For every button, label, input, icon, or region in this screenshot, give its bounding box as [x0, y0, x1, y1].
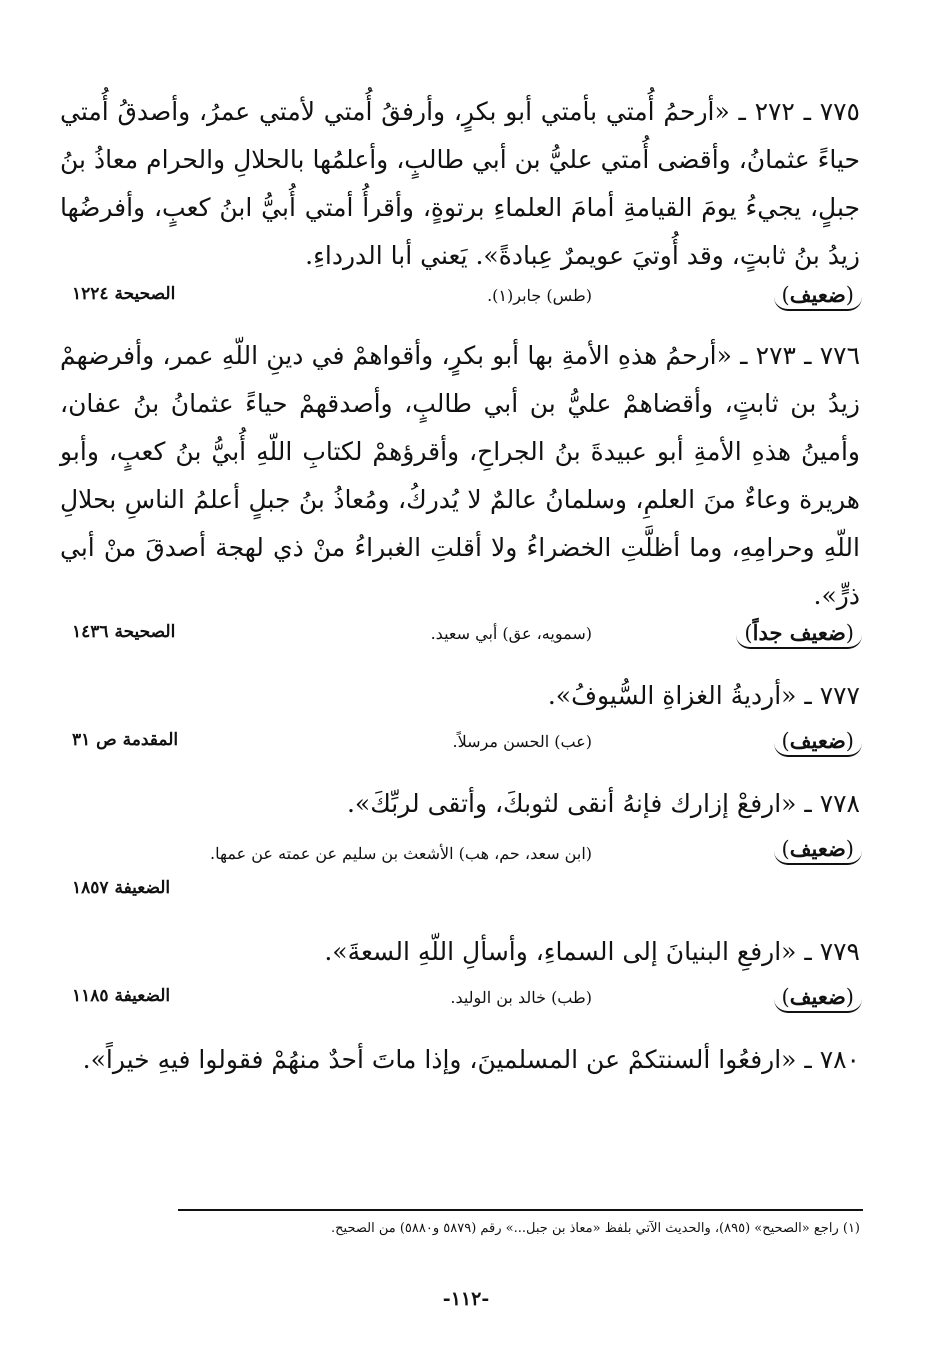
hadith-text: ٧٧٧ ـ «أرديةُ الغزاةِ السُّيوفُ». [547, 681, 860, 710]
hadith-text: ٧٧٩ ـ «ارفعِ البنيانَ إلى السماءِ، وأسألِ اللّهِ السعةَ». [324, 937, 860, 966]
grade-label: ( ضعيف ) [774, 282, 862, 311]
footnote-divider [178, 1209, 863, 1211]
hadith-text: ٧٧٦ ـ ٢٧٣ ـ «أرحمُ هذهِ الأمةِ بها أبو بكرٍ، وأقواهمْ في دينِ اللّهِ عمر، وأفرضهمْ زيدُ بن ثابتٍ، وأقضاهمْ عليُّ بن أبي طالبٍ، وأصدقهمْ حياءً عثمانُ بنُ عفان، وأمينُ هذهِ الأمةِ أبو عبيدةَ بنُ الجراحِ، وأقرؤهمْ لكتابِ اللّهِ أُبيُّ بنُ كعبٍ، وأبو هريرة وعاءٌ منَ العلمِ، وسلمانُ عالمٌ لا يُدركُ، ومُعاذُ بنُ جبلٍ أعلمُ الناسِ بحلالِ اللّهِ وحرامِهِ، وما أظلَّتِ الخضراءُ ولا أقلتِ الغبراءُ منْ ذي لهجة أصدقَ منْ أبي ذرٍّ». [60, 341, 861, 610]
reference-number: المقدمة ص ٣١ [72, 730, 179, 750]
hadith-text: ٧٧٥ ـ ٢٧٢ ـ «أرحمُ أُمتي بأمتي أبو بكرٍ، وأرفقُ أُمتي لأمتي عمرُ، وأصدقُ أُمتي حياءً عثمانُ، وأقضى أُمتي عليُّ بن أبي طالبٍ، وأعلمُها بالحلالِ والحرام معاذُ بنُ جبلٍ، يجيءُ يومَ القيامةِ أمامَ العلماءِ برتوةٍ، وأقرأُ أمتي أُبيُّ ابنُ كعبٍ، وأفرضُها زيدُ بنُ ثابتٍ، وقد أُوتيَ عويمرٌ عِبادةً». يَعني أبا الدرداءِ. [60, 97, 860, 270]
footnote: (١) راجع «الصحيح» (٨٩٥)، والحديث الآتي بلفظ «معاذ بن جبل...» رقم (٥٨٧٩ و٥٨٨٠) من الصحيح. [331, 1221, 860, 1236]
source-line [72, 620, 862, 656]
source-line [72, 282, 862, 318]
grade-label: ( ضعيف ) [774, 836, 862, 865]
source-citation: (سمويه، عق) أبي سعيد. [430, 624, 592, 643]
page-number: -١١٢- [442, 1288, 490, 1310]
source-citation: (طب) خالد بن الوليد. [450, 988, 592, 1007]
hadith-text: ٧٧٨ ـ «ارفعْ إزارك فإنهُ أنقى لثوبكَ، وأتقى لربِّكَ». [346, 789, 860, 818]
hadith-text: ٧٨٠ ـ «ارفعُوا ألسنتكمْ عن المسلمينَ، وإذا ماتَ أحدٌ منهُمْ فقولوا فيهِ خيراً». [82, 1045, 860, 1074]
grade-label: ( ضعيف ) [774, 728, 862, 757]
source-citation: (طس) جابر(١). [487, 286, 592, 305]
reference-number: الضعيفة ١١٨٥ [72, 986, 171, 1006]
grade-label: ( ضعيف جداً ) [736, 620, 862, 649]
reference-number: الصحيحة ١٤٣٦ [72, 622, 176, 642]
source-line [72, 984, 862, 1020]
source-line [72, 728, 862, 764]
reference-number: الضعيفة ١٨٥٧ [72, 878, 171, 898]
source-line [72, 836, 862, 908]
reference-number: الصحيحة ١٢٢٤ [72, 284, 176, 304]
source-citation: (ابن سعد، حم، هب) الأشعث بن سليم عن عمته عن عمها. [210, 844, 592, 863]
source-citation: (عب) الحسن مرسلاً. [452, 732, 592, 751]
grade-label: ( ضعيف ) [774, 984, 862, 1013]
